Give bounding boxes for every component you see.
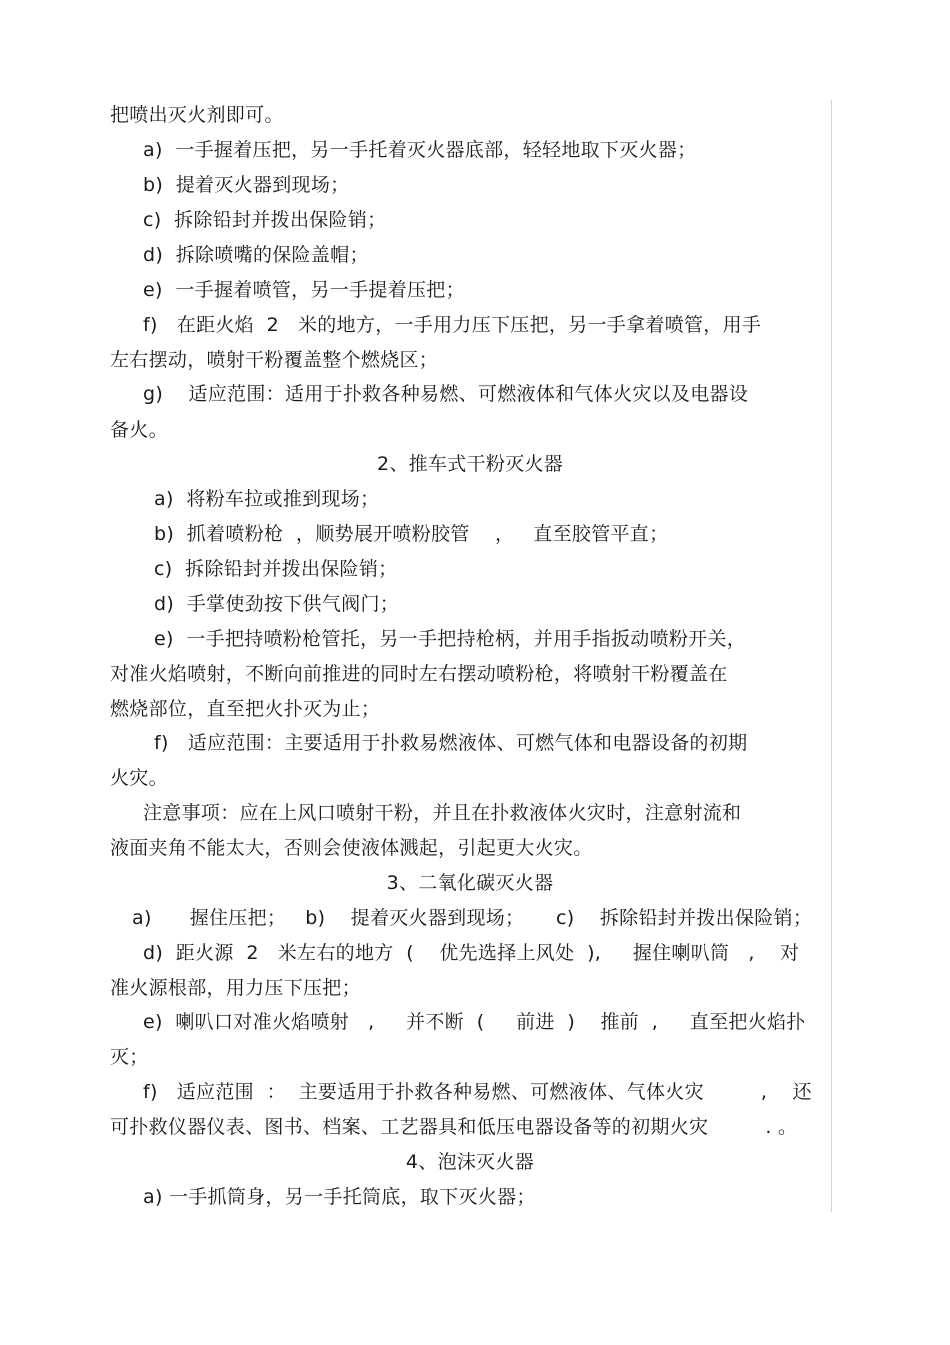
list-item-b: b) 抓着喷粉枪 ，顺势展开喷粉胶管 ， 直至胶管平直；: [154, 523, 669, 545]
list-item-a: a) 一手握着压把，另一手托着灭火器底部，轻轻地取下灭火器；: [143, 139, 697, 161]
list-item-e: e) 一手把持喷粉枪管托，另一手把持枪柄，并用手指扳动喷粉开关，: [154, 628, 747, 650]
section-heading-3: 3、二氧化碳灭火器: [386, 872, 554, 894]
list-item-e-cont: 燃烧部位，直至把火扑灭为止；: [110, 698, 381, 720]
list-item-f-cont: 左右摆动，喷射干粉覆盖整个燃烧区；: [110, 349, 439, 371]
list-item-e: e) 一手握着喷管，另一手提着压把；: [143, 279, 465, 301]
list-item-f: f) 适应范围：主要适用于扑救易燃液体、可燃气体和电器设备的初期: [154, 732, 748, 754]
list-item-d: d) 手掌使劲按下供气阀门；: [154, 593, 400, 615]
note-line-cont: 液面夹角不能太大，否则会使液体溅起，引起更大火灾。: [110, 837, 593, 859]
note-line: 注意事项：应在上风口喷射干粉，并且在扑救液体火灾时，注意射流和: [143, 802, 742, 824]
section-heading-4: 4、泡沫灭火器: [405, 1151, 535, 1173]
list-item-a: a) 一手抓筒身，另一手托筒底，取下灭火器；: [143, 1186, 536, 1208]
list-item-e: e) 喇叭口对准火焰喷射 , 并不断 ( 前进 ) 推前 , 直至把火焰扑: [143, 1011, 806, 1033]
list-item-f: f) 在距火焰 2 米的地方，一手用力压下压把，另一手拿着喷管，用手: [143, 314, 762, 336]
list-item-b: b) 提着灭火器到现场；: [143, 174, 350, 196]
list-item-g: g) 适应范围：适用于扑救各种易燃、可燃液体和气体火灾以及电器设: [143, 383, 749, 405]
list-item-d: d) 距火源 2 米左右的地方 ( 优先选择上风处 ), 握住喇叭筒 , 对: [143, 942, 800, 964]
page-margin-rule: [831, 100, 832, 1212]
list-item-f: f) 适应范围 ： 主要适用于扑救各种易燃、可燃液体、气体火灾 , 还: [143, 1081, 812, 1103]
list-item-c: c) 拆除铅封并拨出保险销；: [143, 209, 387, 231]
list-item-d: d) 拆除喷嘴的保险盖帽；: [143, 244, 369, 266]
list-item-a: a) 将粉车拉或推到现场；: [154, 488, 380, 510]
list-item-e-cont: 对准火焰喷射，不断向前推进的同时左右摆动喷粉枪，将喷射干粉覆盖在: [110, 663, 728, 685]
list-item-f-cont: 火灾。: [110, 767, 168, 789]
section-heading-2: 2、推车式干粉灭火器: [376, 453, 564, 475]
list-item-abc: a) 握住压把； b) 提着灭火器到现场； c) 拆除铅封并拨出保险销；: [132, 907, 813, 929]
list-item-e-cont: 灭；: [110, 1046, 149, 1068]
list-item-f-cont: 可扑救仪器仪表、图书、档案、工艺器具和低压电器设备等的初期火灾 . 。: [110, 1116, 798, 1138]
list-item-c: c) 拆除铅封并拨出保险销；: [154, 558, 398, 580]
paragraph-line: 把喷出灭火剂即可。: [110, 104, 284, 126]
list-item-g-cont: 备火。: [110, 419, 168, 441]
list-item-d-cont: 准火源根部，用力压下压把；: [110, 977, 361, 999]
